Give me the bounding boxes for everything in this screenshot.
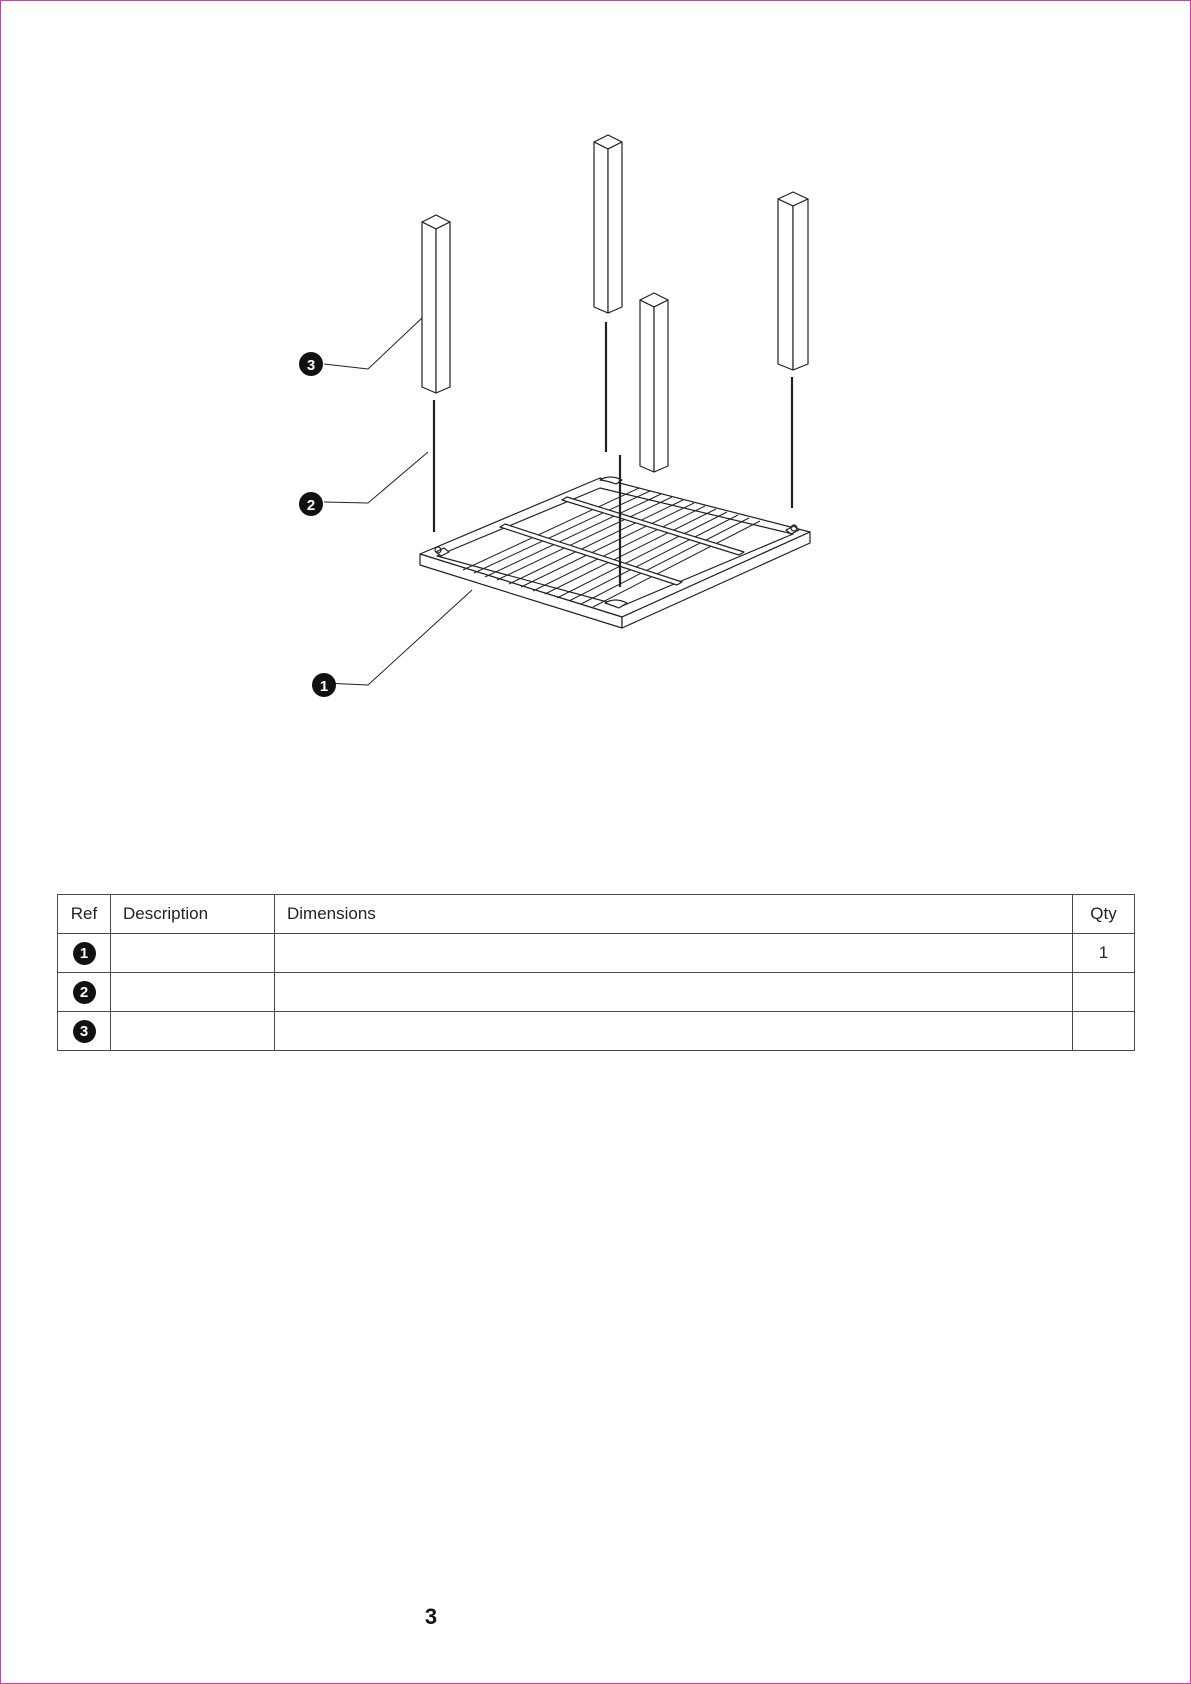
- callout-2: [299, 492, 323, 516]
- legs-part: [422, 135, 808, 472]
- qty-cell: [1073, 973, 1135, 1012]
- leg-left: [422, 215, 450, 393]
- ref-cell: [58, 1012, 111, 1051]
- header-description: Description: [111, 895, 275, 934]
- qty-cell: [1073, 1012, 1135, 1051]
- description-cell: [111, 1012, 275, 1051]
- leg-right: [778, 192, 808, 370]
- table-frame-part: [420, 477, 810, 628]
- header-ref: Ref: [58, 895, 111, 934]
- description-cell: [111, 973, 275, 1012]
- header-qty: Qty: [1073, 895, 1135, 934]
- callout-1: [312, 673, 336, 697]
- dimensions-cell: [275, 973, 1073, 1012]
- table-row: [58, 1012, 1135, 1051]
- qty-cell: 1: [1073, 934, 1135, 973]
- ref-badge: 3: [73, 1020, 96, 1043]
- exploded-assembly-diagram: [0, 0, 1191, 760]
- header-dimensions: Dimensions: [275, 895, 1073, 934]
- ref-badge: 2: [73, 981, 96, 1004]
- description-cell: [111, 934, 275, 973]
- callout-3: [299, 352, 323, 376]
- leg-center-back: [594, 135, 622, 313]
- svg-text:2: 2: [306, 497, 316, 514]
- ref-badge: 1: [73, 942, 96, 965]
- dimensions-cell: [275, 934, 1073, 973]
- leg-center-front: [640, 293, 668, 472]
- svg-text:3: 3: [306, 357, 316, 374]
- dimensions-cell: [275, 1012, 1073, 1051]
- ref-cell: [58, 973, 111, 1012]
- table-row: [58, 934, 1135, 973]
- page-number: 3: [424, 1604, 438, 1629]
- parts-table: [57, 894, 1135, 1051]
- table-row: [58, 973, 1135, 1012]
- svg-text:1: 1: [319, 678, 329, 695]
- ref-cell: [58, 934, 111, 973]
- table-header-row: [58, 895, 1135, 934]
